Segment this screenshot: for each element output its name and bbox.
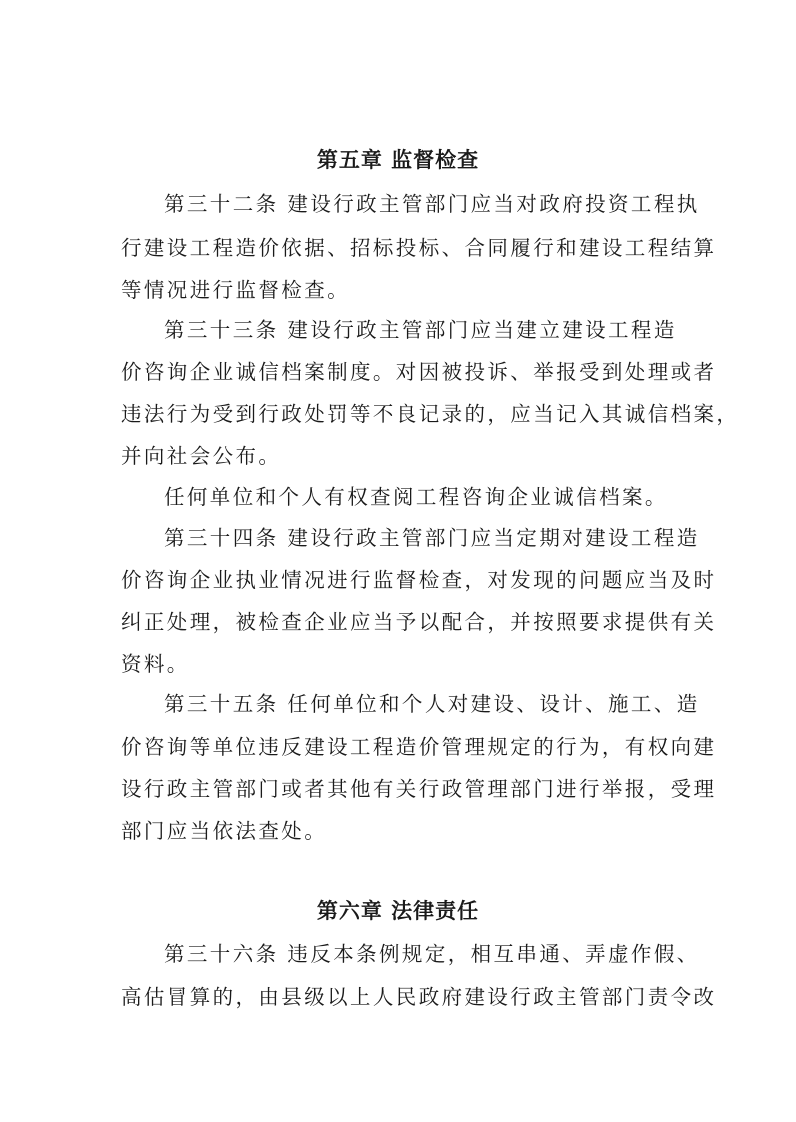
article-32-line-3: 等情况进行监督检查。: [121, 278, 350, 302]
article-33-line-2: 价咨询企业诚信档案制度。对因被投诉、举报受到处理或者: [121, 360, 717, 384]
article-33-line-3: 违法行为受到行政处罚等不良记录的，应当记入其诚信档案，: [121, 402, 740, 426]
chapter-6-heading: 第六章 法律责任: [316, 898, 480, 923]
article-33-line-4: 并向社会公布。: [121, 444, 282, 468]
article-36-line-1: 第三十六条 违反本条例规定，相互串通、弄虚作假、: [164, 942, 700, 966]
article-34-line-4: 资料。: [121, 652, 190, 676]
chapter-5-heading: 第五章 监督检查: [316, 147, 480, 172]
article-33-line-1: 第三十三条 建设行政主管部门应当建立建设工程造: [164, 318, 677, 342]
article-32-line-2: 行建设工程造价依据、招标投标、合同履行和建设工程结算: [121, 236, 717, 260]
article-34-line-3: 纠正处理，被检查企业应当予以配合，并按照要求提供有关: [121, 610, 717, 634]
article-35-line-4: 部门应当依法查处。: [121, 819, 328, 843]
article-32-line-1: 第三十二条 建设行政主管部门应当对政府投资工程执: [164, 192, 700, 216]
article-35-line-3: 设行政主管部门或者其他有关行政管理部门进行举报，受理: [121, 777, 717, 801]
article-36-line-2: 高估冒算的，由县级以上人民政府建设行政主管部门责令改: [121, 985, 717, 1009]
article-35-line-1: 第三十五条 任何单位和个人对建设、设计、施工、造: [164, 692, 700, 716]
article-33-paragraph-2: 任何单位和个人有权查阅工程咨询企业诚信档案。: [164, 485, 668, 509]
article-34-line-2: 价咨询企业执业情况进行监督检查，对发现的问题应当及时: [121, 568, 717, 592]
article-34-line-1: 第三十四条 建设行政主管部门应当定期对建设工程造: [164, 526, 700, 550]
article-35-line-2: 价咨询等单位违反建设工程造价管理规定的行为，有权向建: [121, 735, 717, 759]
